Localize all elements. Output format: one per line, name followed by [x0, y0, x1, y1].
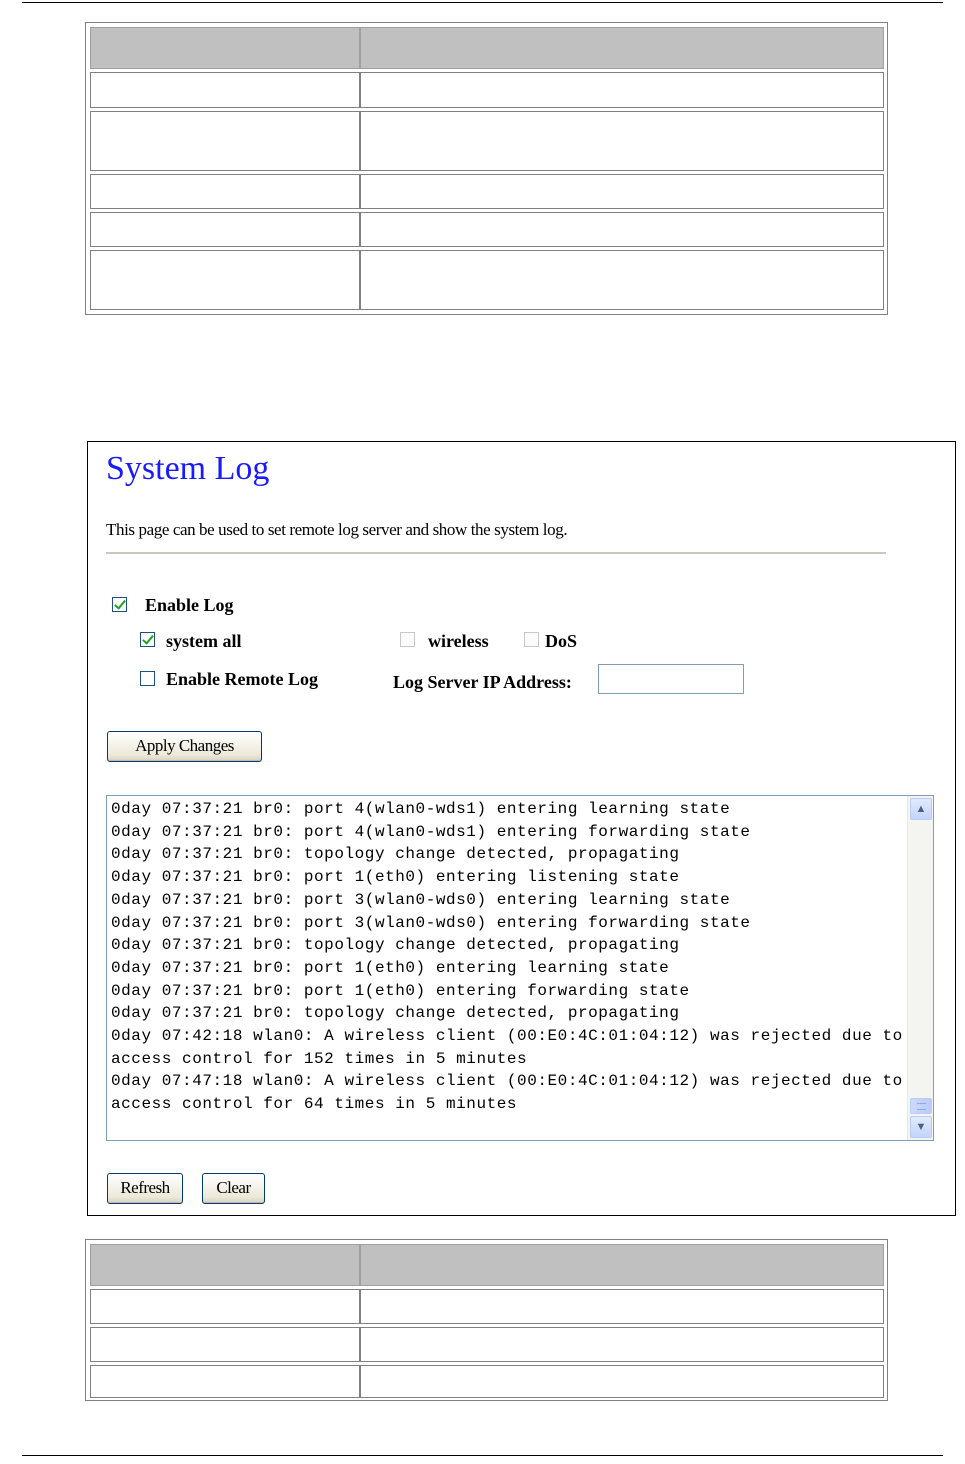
- table-cell: [90, 1365, 360, 1398]
- clear-button[interactable]: Clear: [202, 1173, 265, 1204]
- system-all-label: system all: [166, 631, 242, 651]
- page-top-rule: [22, 2, 943, 3]
- divider: [106, 552, 886, 554]
- scroll-down-icon[interactable]: ▼: [910, 1116, 932, 1138]
- doc-table-top: [85, 22, 888, 315]
- table-cell: [90, 111, 360, 171]
- table-cell: [90, 1289, 360, 1324]
- table-header-cell: [360, 1244, 884, 1286]
- table-header-cell: [360, 27, 884, 69]
- page-title: System Log: [106, 450, 270, 487]
- system-log-panel: [87, 441, 956, 1216]
- log-text: 0day 07:37:21 br0: port 4(wlan0-wds1) entering learning state 0day 07:37:21 br0: port 4(wlan0-wds1) entering forwarding state 0day 07:37:21 br0: topology change detected, propagating 0day 07:37:21 br0: port 1(eth0) entering listening state 0day 07:37:21 br0: port 3(wlan0-wds0) entering learning state 0day 07:37:21 br0: port 3(wlan0-wds0) entering forwarding state 0day 07:37:21 br0: topology change detected, propagating 0day 07:37:21 br0: port 1(eth0) entering learning state 0day 07:37:21 br0: port 1(eth0) entering forwarding state 0day 07:37:21 br0: topology change detected, propagating 0day 07:42:18 wlan0: A wireless client (00:E0:4C:01:04:12) was rejected due to access control for 152 times in 5 minutes 0day 07:47:18 wlan0: A wireless client (00:E0:4C:01:04:12) was rejected due to access control for 64 times in 5 minutes: [111, 800, 903, 1114]
- system-all-checkbox[interactable]: [140, 632, 155, 647]
- enable-remote-log-label: Enable Remote Log: [166, 669, 318, 689]
- log-scrollbar[interactable]: [907, 796, 933, 1140]
- table-cell: [360, 1289, 884, 1324]
- table-cell: [90, 212, 360, 247]
- apply-changes-button[interactable]: Apply Changes: [107, 731, 262, 762]
- table-cell: [90, 174, 360, 209]
- wireless-label: wireless: [428, 631, 489, 651]
- table-cell: [360, 111, 884, 171]
- table-header-cell: [90, 27, 360, 69]
- dos-label: DoS: [545, 631, 578, 651]
- wireless-checkbox[interactable]: [400, 632, 415, 647]
- enable-log-checkbox[interactable]: [112, 597, 127, 612]
- scroll-thumb[interactable]: [910, 1098, 932, 1114]
- table-cell: [360, 212, 884, 247]
- page-description: This page can be used to set remote log server and show the system log.: [106, 520, 568, 539]
- doc-table-bottom: [85, 1239, 888, 1401]
- enable-remote-log-checkbox[interactable]: [140, 671, 155, 686]
- table-cell: [360, 1365, 884, 1398]
- table-header-cell: [90, 1244, 360, 1286]
- table-cell: [360, 250, 884, 310]
- table-cell: [90, 1327, 360, 1362]
- dos-checkbox[interactable]: [524, 632, 539, 647]
- table-cell: [360, 72, 884, 108]
- table-cell: [360, 174, 884, 209]
- scroll-up-icon[interactable]: ▲: [910, 798, 932, 820]
- system-log-textarea[interactable]: [106, 795, 934, 1141]
- page-bottom-rule: [22, 1455, 943, 1456]
- log-server-ip-label: Log Server IP Address:: [393, 672, 572, 692]
- table-cell: [90, 250, 360, 310]
- table-cell: [360, 1327, 884, 1362]
- enable-log-label: Enable Log: [145, 595, 234, 615]
- refresh-button[interactable]: Refresh: [107, 1173, 183, 1204]
- log-server-ip-input[interactable]: [598, 664, 744, 694]
- table-cell: [90, 72, 360, 108]
